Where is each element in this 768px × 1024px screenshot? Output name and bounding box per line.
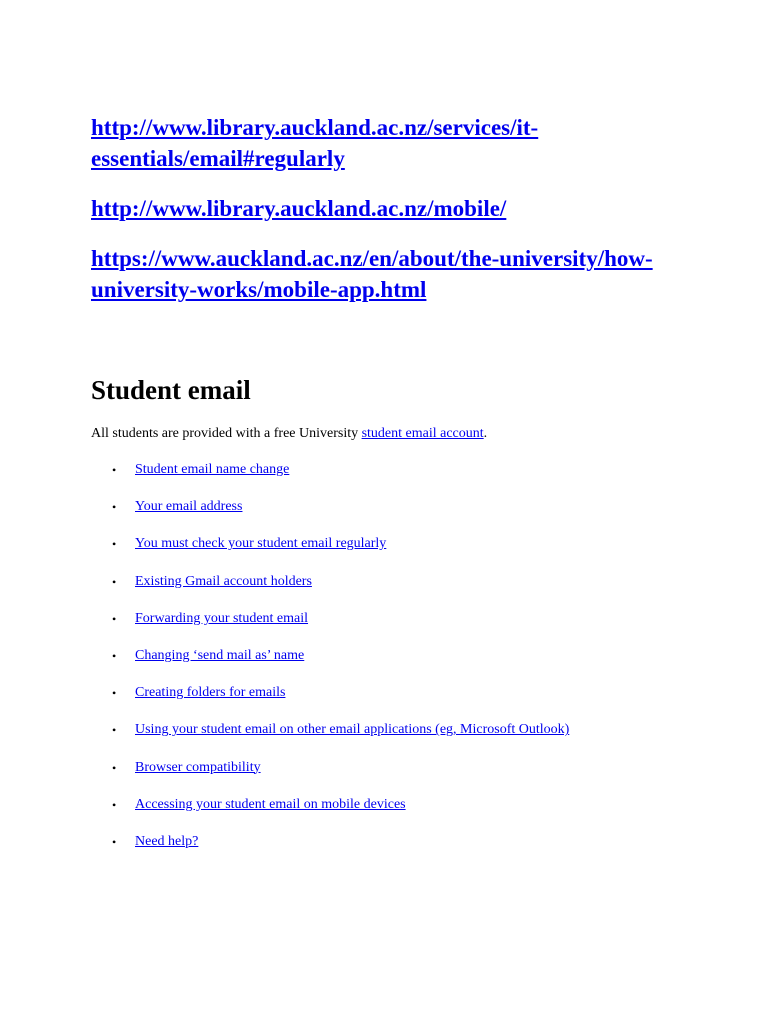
bullet-icon: • [112,611,117,626]
browser-compatibility-link[interactable]: Browser compatibility [135,759,261,775]
intro-end: . [483,426,488,441]
section-heading: Student email [91,375,251,405]
bullet-icon: • [112,723,117,738]
bullet-icon: • [112,463,117,477]
other-applications-link[interactable]: Using your student email on other email applications (eg, Microsoft Outlook) [135,722,570,738]
name-change-link[interactable]: Student email name change [135,462,290,477]
bullet-icon: • [112,648,117,663]
forwarding-link[interactable]: Forwarding your student email [135,610,309,626]
mobile-app-link[interactable]: https://www.auckland.ac.nz/en/about/the-university/how-university-works/mobile-app.html [91,246,653,302]
intro-text: All students are provided with a free University [91,426,362,441]
bullet-icon: • [112,500,117,515]
library-email-link[interactable]: http://www.library.auckland.ac.nz/services/it-essentials/email#regularly [91,115,539,171]
intro-paragraph [91,424,487,444]
student-email-account-link[interactable]: student email account [361,426,484,441]
send-mail-as-link[interactable]: Changing ‘send mail as’ name [135,647,305,663]
email-address-link[interactable]: Your email address [135,499,243,515]
library-mobile-link[interactable]: http://www.library.auckland.ac.nz/mobile/ [91,196,507,221]
bullet-icon: • [112,797,117,812]
gmail-holders-link[interactable]: Existing Gmail account holders [135,573,312,589]
bullet-icon: • [112,537,117,552]
check-regularly-link[interactable]: You must check your student email regularly [135,536,387,552]
need-help-link[interactable]: Need help? [135,833,199,849]
bullet-icon: • [112,574,117,589]
folders-link[interactable]: Creating folders for emails [135,685,286,701]
bullet-icon: • [112,686,117,701]
reference-links [91,112,731,324]
bullet-icon: • [112,760,117,775]
bullet-icon: • [112,834,117,849]
mobile-devices-link[interactable]: Accessing your student email on mobile devices [135,796,406,812]
